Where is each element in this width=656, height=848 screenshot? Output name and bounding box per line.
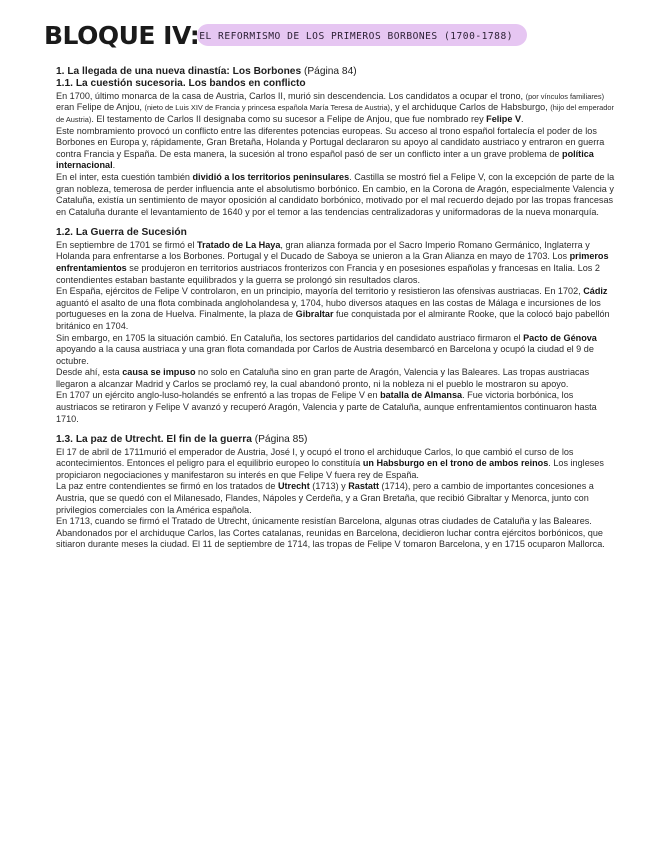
block-title: EL REFORMISMO DE LOS PRIMEROS BORBONES (1700-1788) (199, 31, 514, 42)
section-1-3-title: 1.3. La paz de Utrecht. El fin de la guerra (56, 434, 252, 446)
document-body (56, 66, 616, 551)
section-1-3-page-ref: (Página 85) (254, 434, 308, 446)
paragraph: Sin embargo, en 1705 la situación cambió. En Cataluña, los sectores partidarios del candidato austriaco firmaron el Pacto de Génova apoyando a la causa austriaca y una gran flota comandada por Carlos de Austria desembarcó en Barcelona y ocupó la ciudad el 9 de octubre. (56, 332, 597, 366)
paragraph: El 17 de abril de 1711murió el emperador de Austria, José I, y ocupó el trono el archiduque Carlos, lo que cambió el curso de los acontecimientos. Entonces el peligro para el equilibrio europeo lo constituía un Habsburgo en el trono de ambos reinos. Los ingleses propiciaron negociaciones y manifestaron su interés en que Felipe V fuera rey de España. (56, 446, 604, 480)
spacer (56, 425, 616, 434)
spacer (56, 218, 616, 227)
paragraph: Desde ahí, esta causa se impuso no solo en Cataluña sino en gran parte de Aragón, Valencia y las Baleares. Las tropas austriacas llegaron a alcanzar Madrid y Carlos se proclamó rey, la cual abandonó pronto, ni la nobleza ni el pueblo le mostraron su apoyo. (56, 367, 590, 389)
paragraph: La paz entre contendientes se firmó en los tratados de Utrecht (1713) y Rastatt (1714), pero a cambio de importantes concesiones a Austria, que se quedó con el Milanesado, Flandes, Nápoles y Cerdeña, y a Gran Bretaña, que recibió Gibraltar y Menorca, junto con privilegios comerciales con la América española. (56, 481, 594, 515)
paragraph: En 1713, cuando se firmó el Tratado de Utrecht, únicamente resistían Barcelona, algunas otras ciudades de Cataluña y las Baleares. Abandonados por el archiduque Carlos, las Cortes catalanas, reunidas en Barcelona, decidieron luchar contra ejércitos borbónicos, que sitiaron durante meses la ciudad. El 11 de septiembre de 1714, las tropas de Felipe V tomaron Barcelona, y en 1715 ocuparon Mallorca. (56, 516, 605, 550)
paragraph: En España, ejércitos de Felipe V controlaron, en un principio, mayoría del territorio y resistieron las ofensivas austriacas. En 1702, Cádiz aguantó el asalto de una flota combinada angloholandesa y, 1704, hubo diversos ataques en las costas de Málaga e incursiones de los portugueses en la zona de Huelva. Finalmente, la plaza de Gibraltar fue conquistada por el almirante Rooke, que la colocó bajo pabellón británico en 1704. (56, 286, 610, 331)
section-1-3-heading (56, 434, 616, 446)
paragraph: En 1700, último monarca de la casa de Austria, Carlos II, murió sin descendencia. Los candidatos a ocupar el trono, (por vínculos familiares) eran Felipe de Anjou, (nieto de Luis XIV de Francia y princesa española María Teresa de Austria), y el archiduque Carlos de Habsburgo, (hijo del emperador de Austria). El testamento de Carlos II designaba como su sucesor a Felipe de Anjou, que fue nombrado rey Felipe V. (56, 90, 614, 124)
paragraph: En septiembre de 1701 se firmó el Tratado de La Haya, gran alianza formada por el Sacro Imperio Romano Germánico, Inglaterra y Holanda para enfrentarse a los Borbones. Portugal y el Ducado de Saboya se unieron a la Gran Alianza en mayo de 1703. Los primeros enfrentamientos se produjeron en territorios austriacos fronterizos con Francia y en posesiones españolas y francesas en Italia. Los 2 contendientes estaban bastante equilibrados y la guerra se prolongó sin resultados claros. (56, 239, 609, 285)
paragraph: En 1707 un ejército anglo-luso-holandés se enfrentó a las tropas de Felipe V en batalla de Almansa. Fue victoria borbónica, los austriacos se retiraron y Felipe V avanzó y recuperó Aragón, Valencia y parte de Cataluña, aunque enfrentamientos continuaron hasta 1710. (56, 390, 597, 424)
page-header (44, 18, 531, 52)
section-1-2-heading: 1.2. La Guerra de Sucesión (56, 227, 187, 239)
section-1-1-heading: 1.1. La cuestión sucesoria. Los bandos en conflicto (56, 78, 306, 90)
paragraph: En el inter, esta cuestión también dividió a los territorios peninsulares. Castilla se mostró fiel a Felipe V, con la excepción de parte de la gran nobleza, temerosa de perder influencia ante el absolutismo borbónico. En cambio, en la Corona de Aragón, especialmente Valencia y Cataluña, existía un sentimiento de mayor oposición al candidato borbónico, motivado por el mal recuerdo dejado por las tropas francesas en Cataluña durante el levantamiento de 1640 y por el temor a las tendencias centralizadoras y uniformadoras de la nueva monarquía. (56, 171, 615, 217)
block-title-highlight (197, 24, 527, 46)
section-1-heading (56, 66, 616, 78)
section-1-page-ref: (Página 84) (303, 66, 357, 77)
paragraph: Este nombramiento provocó un conflicto entre las diferentes potencias europeas. Su acceso al trono español fortalecía el poder de los Borbones en Europa y, rápidamente, Gran Bretaña, Holanda y Portugal declararon su apoyo al candidato austriaco y entraron en guerra contra Francia y España. De esta manera, la sucesión al trono español pasó de ser un conflicto inter a un grave problema de política internacional. (56, 125, 605, 171)
section-1-title: 1. La llegada de una nueva dinastía: Los Borbones (56, 66, 302, 77)
block-label: BLOQUE IV: (44, 20, 200, 50)
